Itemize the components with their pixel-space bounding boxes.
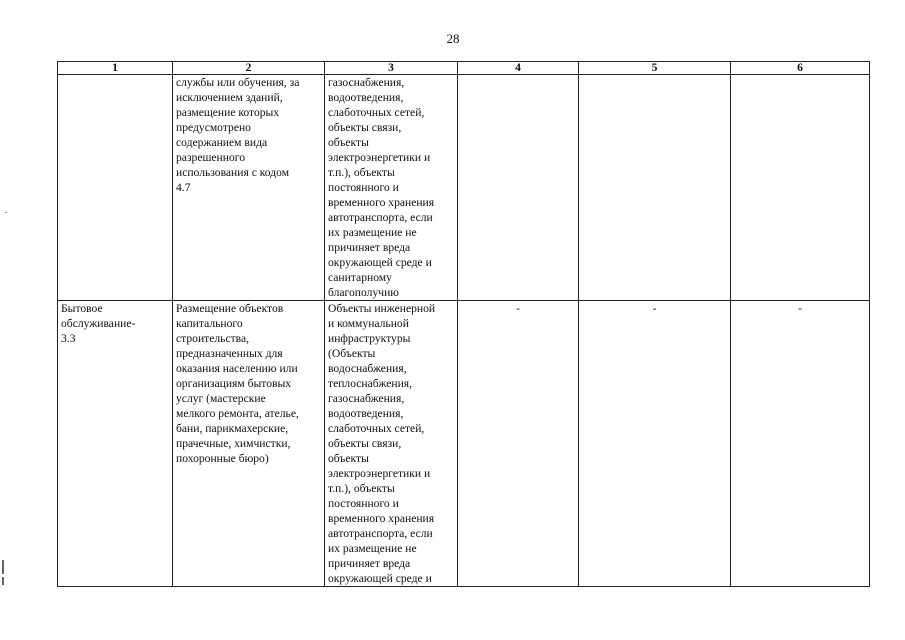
cell-text: Объекты инженерной и коммунальной инфраструктуры (Объекты водоснабжения, теплоснабжения, газоснабжения, водоотведения, слаботочных сетей, объекты связи, объекты электроэнергетики и т.п.), объекты постоянного и временного хранения автотранспорта, если их размещение не причиняет вреда окружающей среде и bbox=[328, 302, 436, 585]
scan-mark bbox=[5, 212, 7, 213]
cell-use-description bbox=[173, 75, 325, 301]
scan-mark bbox=[2, 560, 4, 574]
regulations-table bbox=[57, 61, 870, 587]
header-col-5: 5 bbox=[579, 62, 731, 75]
cell-text: Бытовое обслуживание- 3.3 bbox=[61, 302, 136, 345]
cell-use-description bbox=[173, 301, 325, 587]
cell-col-4 bbox=[458, 301, 579, 587]
table-row bbox=[58, 75, 870, 301]
header-row bbox=[58, 62, 870, 75]
header-col-2: 2 bbox=[173, 62, 325, 75]
header-col-3: 3 bbox=[325, 62, 458, 75]
cell-col-4 bbox=[458, 75, 579, 301]
page-number: 28 bbox=[446, 31, 460, 46]
cell-text: службы или обучения, за исключением зданий, размещение которых предусмотрено содержанием вида разрешенного использования с кодом 4.7 bbox=[176, 76, 300, 194]
cell-text: - bbox=[798, 302, 802, 315]
scan-mark bbox=[2, 577, 4, 585]
cell-col-6 bbox=[731, 75, 870, 301]
header-col-4: 4 bbox=[458, 62, 579, 75]
cell-text: Размещение объектов капитального строительства, предназначенных для оказания населению или организациям бытовых услуг (мастерские мелкого ремонта, ателье, бани, парикмахерские, прачечные, химчистки, похоронные бюро) bbox=[176, 302, 299, 465]
cell-text: газоснабжения, водоотведения, слаботочных сетей, объекты связи, объекты электроэнергетики и т.п.), объекты постоянного и временного хранения автотранспорта, если их размещение не причиняет вреда окружающей среде и санитарному благополучию bbox=[328, 76, 435, 299]
cell-use-name bbox=[58, 301, 173, 587]
cell-auxiliary-uses bbox=[325, 301, 458, 587]
cell-col-5 bbox=[579, 75, 731, 301]
cell-text: - bbox=[516, 302, 520, 315]
header-col-6: 6 bbox=[731, 62, 870, 75]
table-row bbox=[58, 301, 870, 587]
cell-text: - bbox=[652, 302, 657, 315]
header-col-1: 1 bbox=[58, 62, 173, 75]
cell-use-name bbox=[58, 75, 173, 301]
cell-col-5 bbox=[579, 301, 731, 587]
cell-auxiliary-uses bbox=[325, 75, 458, 301]
cell-col-6 bbox=[731, 301, 870, 587]
